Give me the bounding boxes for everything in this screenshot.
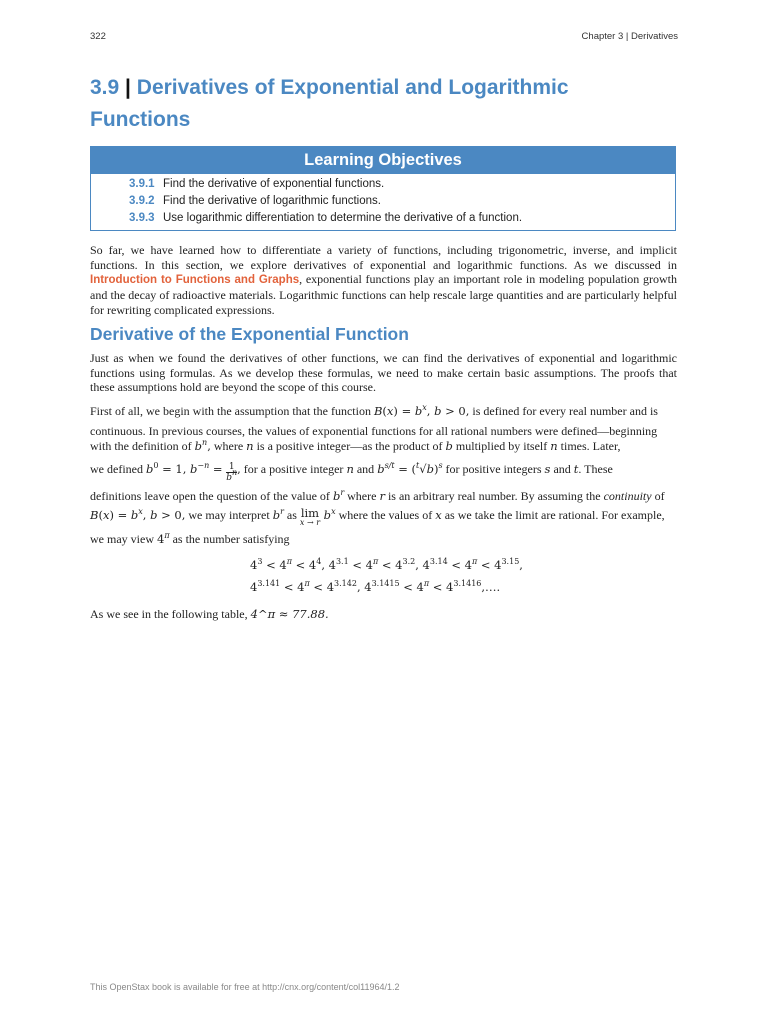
- title-separator: |: [125, 76, 131, 99]
- display-inequality-line-1: $4^3 < 4^\pi < 4^4$, $4^{3.1} < 4^\pi < 4^{3.2}$, $4^{3.14} < 4^\pi < 4^{3.15}$,: [250, 557, 523, 572]
- paragraph-formulas: Just as when we found the derivatives of other functions, we can find the derivatives of exponential and logarithmic functions using formulas. As we develop these formulas, we need to make certain basic assumptions. The proofs that these assumptions hold are beyond the scope of this course.: [90, 351, 677, 395]
- math-expression: $b^0 = 1$, $b^{-n}$ = $\frac{1}{b^n}$,: [145, 461, 241, 483]
- paragraph-line: we may view $4^\pi$ as the number satisfying: [90, 531, 290, 546]
- learning-objectives-heading: Learning Objectives: [91, 147, 675, 174]
- subsection-heading: Derivative of the Exponential Function: [90, 324, 409, 344]
- learning-objectives-box: [90, 146, 676, 231]
- section-title: [90, 72, 650, 136]
- display-inequality-line-2: $4^{3.141} < 4^\pi < 4^{3.142}$, $4^{3.1415} < 4^\pi$ < $4^{3.1416},\dots$.: [250, 579, 501, 594]
- objective-text: Find the derivative of logarithmic functions.: [163, 195, 381, 207]
- objective-text: Use logarithmic differentiation to determine the derivative of a function.: [163, 212, 523, 224]
- closing-sentence: As we see in the following table, 4^π ≈ 77.88.: [90, 607, 329, 621]
- section-number: 3.9: [90, 76, 120, 99]
- intro-paragraph: [90, 243, 677, 318]
- math-expression: $b^n$,: [194, 438, 211, 453]
- math-expression: $b^{s/t} = (^t√b)^s$: [377, 461, 443, 476]
- objective-number: 3.9.3: [129, 212, 155, 224]
- math-expression: $B(x) = b^x$, b > 0,: [90, 507, 186, 522]
- paragraph-line: we defined $b^0 = 1$, $b^{-n}$ = $\frac{1}{b^n}$, for a positive integer n and $b^{s/t} = (^t√b)^s$ for positive integers s and t. These: [90, 461, 613, 483]
- paragraph-line: continuous. In previous courses, the values of exponential functions for all rational numbers were defined—beginning: [90, 424, 658, 438]
- page-footer: This OpenStax book is available for free at http://cnx.org/content/col11964/1.2: [90, 982, 400, 992]
- chapter-link[interactable]: Introduction to Functions and Graphs: [90, 274, 300, 287]
- math-expression: 4^π ≈ 77.88.: [250, 607, 329, 621]
- objective-text: Find the derivative of exponential functions.: [163, 178, 385, 190]
- objective-item: [129, 195, 381, 207]
- math-expression: $B(x) = b^x$, b > 0,: [373, 403, 470, 418]
- intro-text: So far, we have learned how to differentiate a variety of functions, including trigonometric, inverse, and implicit functions. In this section, we explore derivatives of exponential and logarithmic functions. As we discussed in: [90, 243, 677, 272]
- running-header-chapter: Chapter 3 | Derivatives: [581, 31, 678, 42]
- page-number: 322: [90, 31, 106, 42]
- section-title-text: Derivatives of Exponential and Logarithmic Functions: [90, 76, 569, 131]
- paragraph-line: First of all, we begin with the assumption that the function $B(x) = b^x$, b > 0, is defined for every real number and is: [90, 403, 658, 418]
- paragraph-line: $B(x) = b^x$, b > 0, we may interpret $b^r$ as lim x → r $b^x$ where the values of x as we take the limit are rational. For example,: [90, 506, 665, 527]
- math-expression: $4^\pi$: [156, 531, 170, 546]
- limit-expression: lim x → r: [299, 506, 321, 527]
- paragraph-line: definitions leave open the question of the value of $b^r$ where r is an arbitrary real number. By assuming the continuity of: [90, 488, 665, 503]
- objective-number: 3.9.1: [129, 178, 155, 190]
- objective-item: [129, 178, 384, 190]
- objective-number: 3.9.2: [129, 195, 155, 207]
- math-expression: $b^r$: [332, 488, 345, 503]
- objective-item: [129, 212, 522, 224]
- paragraph-line: with the definition of $b^n$, where n is a positive integer—as the product of b multiplied by itself n times. Later,: [90, 438, 621, 453]
- intro-text-continued: , exponential functions play an important role in modeling population growth and the decay of radioactive materials. Logarithmic functions can help rescale large quantities and are particularly helpful for rewriting complicated expressions.: [90, 272, 677, 317]
